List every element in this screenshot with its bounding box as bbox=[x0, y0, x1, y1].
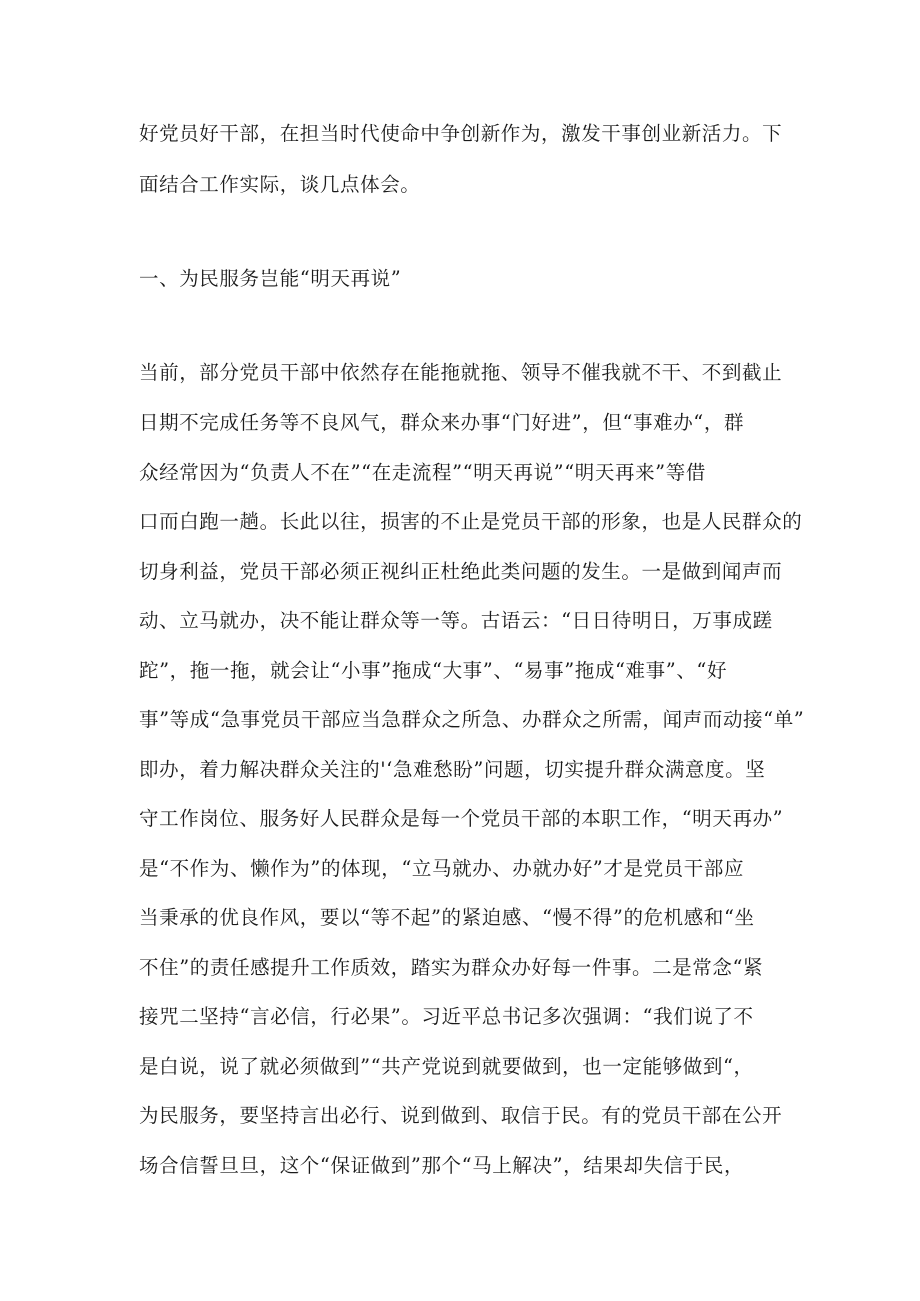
body-line-14: 接咒二坚持“言必信，行必果”。习近平总书记多次强调：“我们说了不 bbox=[139, 1005, 754, 1028]
body-line-6: 动、立马就办，决不能让群众等一等。古语云：“日日待明日，万事成蹉 bbox=[139, 609, 773, 632]
body-line-7: 跎”，拖一拖，就会让“小事”拖成“大事”、“易事”拖成“难事”、“好 bbox=[139, 659, 728, 682]
body-line-11: 是“不作为、懒作为”的体现，“立马就办、办就办好”才是党员干部应 bbox=[139, 857, 745, 880]
body-line-15: 是白说，说了就必须做到”“共产党说到就要做到，也一定能够做到“， bbox=[139, 1055, 754, 1078]
body-line-8: 事”等成“急事党员干部应当急群众之所急、办群众之所需，闻声而动接“单” bbox=[139, 708, 805, 731]
body-line-12: 当秉承的优良作风，要以“等不起”的紧迫感、“慢不得”的危机感和“坐 bbox=[139, 906, 755, 929]
section-heading: 一、为民服务岂能“明天再说” bbox=[139, 267, 402, 290]
body-line-16: 为民服务，要坚持言出必行、说到做到、取信于民。有的党员干部在公开 bbox=[139, 1104, 783, 1127]
intro-line-1: 好党员好干部，在担当时代使命中争创新作为，激发干事创业新活力。下 bbox=[139, 122, 783, 145]
body-line-17: 场合信誓旦旦，这个“保证做到”那个“马上解决”，结果却失信于民， bbox=[139, 1154, 745, 1177]
body-line-2: 日期不完成任务等不良风气，群众来办事“门好进”，但“事难办“，群 bbox=[139, 411, 745, 434]
body-line-5: 切身利益，党员干部必须正视纠正杜绝此类问题的发生。一是做到闻声而 bbox=[139, 560, 783, 583]
intro-line-2: 面结合工作实际，谈几点体会。 bbox=[139, 173, 421, 196]
body-line-3: 众经常因为“负责人不在”“在走流程”“明天再说”“明天再来”等借 bbox=[139, 461, 706, 484]
body-line-10: 守工作岗位、服务好人民群众是每一个党员干部的本职工作，“明天再办” bbox=[139, 807, 784, 830]
body-line-1: 当前，部分党员干部中依然存在能拖就拖、领导不催我就不干、不到截止 bbox=[139, 361, 783, 384]
body-line-4: 口而白跑一趟。长此以往，损害的不止是党员干部的形象，也是人民群众的 bbox=[139, 510, 803, 533]
body-line-13: 不住”的责任感提升工作质效，踏实为群众办好每一件事。二是常念“紧 bbox=[139, 956, 764, 979]
body-line-9: 即办，着力解决群众关注的'‘急难愁盼”问题，切实提升群众满意度。坚 bbox=[139, 758, 766, 781]
